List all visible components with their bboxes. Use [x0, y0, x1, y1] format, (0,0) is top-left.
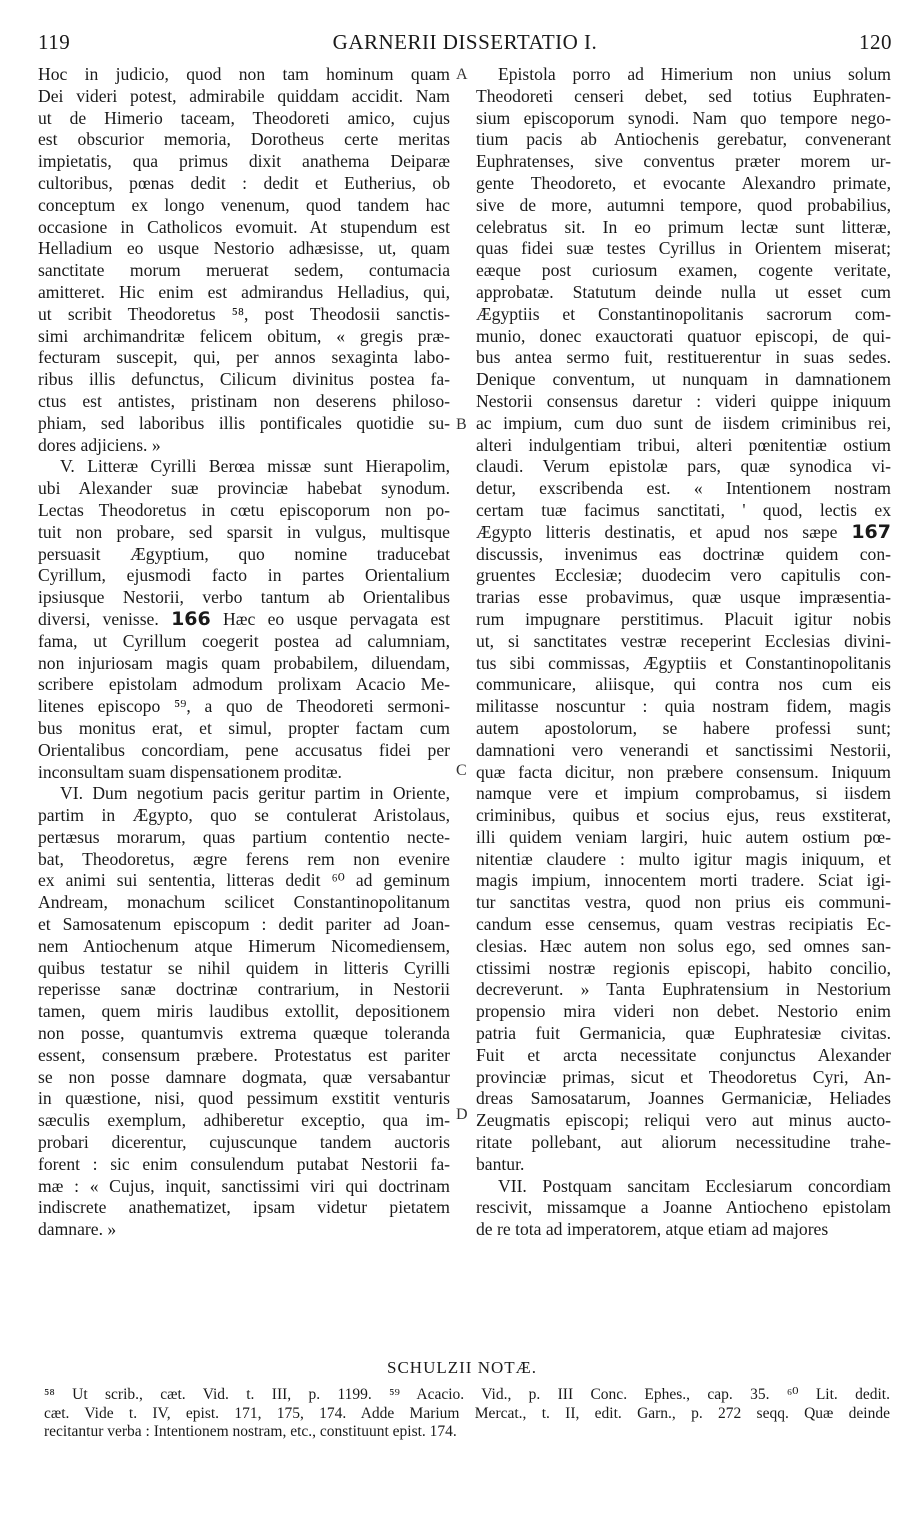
- margin-letter-c: C: [456, 762, 467, 779]
- margin-letter-a: A: [456, 66, 468, 83]
- text-line: reperisse sanæ doctrinæ contrarium, in Nestorii: [38, 979, 450, 1000]
- text-line: amitteret. Hic enim est admirandus Helladius, qui,: [38, 281, 450, 302]
- text-line: probari dicerentur, cujuscunque tandem auctoris: [38, 1132, 450, 1153]
- text-line: Cyrillum, ejusmodi facto in partes Orientalium: [38, 565, 450, 586]
- text-line: nitentiæ claudere : multo igitur magis iniquum, et: [476, 848, 891, 869]
- text-line: est obscurior memoria, Dorotheus certe meritas: [38, 129, 450, 150]
- text-line: forent : sic enim consulendum putabat Nestorii fa-: [38, 1153, 450, 1174]
- text-line: autem apostolorum, se habere professi sunt;: [476, 717, 891, 738]
- text-line: bat, Theodoretus, ægre ferens rem non evenire: [38, 848, 450, 869]
- text-line: sanctitate morum meruerat sedem, contumacia: [38, 260, 450, 281]
- text-line: essent, consensum præbere. Protestatus est pariter: [38, 1044, 450, 1065]
- text-line: clesias. Hæc autem non solus ego, sed omnes san-: [476, 935, 891, 956]
- footnote-line: ⁵⁸ Ut scrib., cæt. Vid. t. III, p. 1199. ⁵⁹ Acacio. Vid., p. III Conc. Ephes., cap. 35. ⁶⁰ Lit. dedit.: [44, 1386, 890, 1403]
- text-line: ctissimi nostræ regionis episcopi, habito concilio,: [476, 957, 891, 978]
- text-line: fecturam suscepit, qui, per annos sexaginta labo-: [38, 347, 450, 368]
- text-line: tamen, quem miris laudibus extollit, depositionem: [38, 1001, 450, 1022]
- text-line: Hoc in judicio, quod non tam hominum quam: [38, 64, 450, 84]
- text-line: militasse noscuntur : quia nostram fidem, magis: [476, 696, 891, 717]
- page-number-right: 120: [859, 30, 892, 54]
- text-line: decreverunt. » Tanta Euphratensium in Nestorium: [476, 979, 891, 1000]
- text-line: tus sibi commissas, Ægyptiis et Constantinopolitanis: [476, 652, 891, 673]
- text-line: bus monitus erat, et simul, propter factam cum: [38, 717, 450, 738]
- text-line: [38, 609, 450, 631]
- left-column: [38, 64, 450, 1241]
- text-line: et Samosatenum episcopum : dedit pariter ad Joan-: [38, 914, 450, 935]
- text-line: dreas Samosatarum, Joannes Germaniciæ, Heliades: [476, 1088, 891, 1109]
- text-line: fama, ut Cyrillum coegerit postea ad calumniam,: [38, 630, 450, 651]
- text-line: pertæsus morarum, quas partium contentio necte-: [38, 826, 450, 847]
- text-line: VII. Postquam sancitam Ecclesiarum concordiam: [498, 1175, 891, 1196]
- page-marker-166: 166: [171, 608, 211, 630]
- text-line: sæculis exemplum, adhiberetur exceptio, qua im-: [38, 1110, 450, 1131]
- text-line: criminibus, quibus et socius ejus, reus exstiterat,: [476, 805, 891, 826]
- text-line: Theodoreti censeri debet, sed totius Euphraten-: [476, 85, 891, 106]
- text-line: Ægyptiis et Constantinopolitanis sacrorum com-: [476, 303, 891, 324]
- text-line: alteri indulgentiam tribui, alteri pœnitentiæ ostium: [476, 434, 891, 455]
- text-line: rescivit, missamque a Joanne Antiocheno epistolam: [476, 1197, 891, 1218]
- text-span: diversi, venisse.: [38, 608, 159, 629]
- footnote-line: cæt. Vide t. IV, epist. 171, 175, 174. Adde Marium Mercat., t. II, edit. Garn., p. 272 seqq. Quæ deinde: [44, 1404, 890, 1422]
- text-line: detur, exscribenda est. « Intentionem nostram: [476, 478, 891, 499]
- text-line: Helladium eo usque Nestorio adhæsisse, ut, quam: [38, 238, 450, 259]
- text-line: sium episcoporum synodi. Nam quo tempore nego-: [476, 107, 891, 128]
- text-line: se non posse damnare dogmata, quæ versabantur: [38, 1066, 450, 1087]
- text-line: magis impium, innocentem morti tradere. Sciat igi-: [476, 870, 891, 891]
- text-line: quas fidei suæ testes Cyrillus in Orientem miserat;: [476, 238, 891, 259]
- text-line: mæ : « Cujus, inquit, sanctissimi viri qui doctrinam: [38, 1175, 450, 1196]
- text-line: ac impium, cum duo sunt de iisdem criminibus rei,: [476, 412, 891, 433]
- text-line: rum impugnare perstitimus. Placuit igitur nobis: [476, 608, 891, 629]
- text-line: bus antea sermo fuit, restituerentur in suas sedes.: [476, 347, 891, 368]
- text-line: conceptum ex longo venenum, quod tandem hac: [38, 194, 450, 215]
- text-line: de re tota ad imperatorem, atque etiam ad majores: [476, 1219, 829, 1240]
- text-line: Nestorii consensus daretur : videri quippe iniquum: [476, 390, 891, 411]
- text-line: patria fuit Germanicia, quæ Euphratesiæ civitas.: [476, 1023, 891, 1044]
- text-line: indiscrete anathematizet, ipsam videtur pietatem: [38, 1197, 450, 1218]
- text-line: quibus testatur se nihil quidem in litteris Cyrilli: [38, 957, 450, 978]
- text-line: Andream, monachum scilicet Constantinopolitanum: [38, 892, 450, 913]
- margin-letter-b: B: [456, 416, 467, 433]
- text-line: ut scribit Theodoretus ⁵⁸, post Theodosii sanctis-: [38, 303, 450, 324]
- text-line: in quæstione, nisi, quod pessimum exstitit venturis: [38, 1088, 450, 1109]
- text-line: ribus illis defunctus, Cilicum divinitus postea fa-: [38, 369, 450, 390]
- text-line: claudi. Verum epistolæ pars, quæ synodica vi-: [476, 456, 891, 477]
- text-line: celebratus sit. In eo primum lectæ sunt litteræ,: [476, 216, 891, 237]
- text-line: quæ facta dicitur, non præbere consensum. Iniquum: [476, 761, 891, 782]
- page-number-left: 119: [38, 30, 71, 54]
- text-line: ctus est antistes, pristinam non deserens philoso-: [38, 390, 450, 411]
- text-line: candum esse censemus, quam vestras recipiatis Ec-: [476, 914, 891, 935]
- text-line: Fuit et arcta necessitate conjunctus Alexander: [476, 1044, 891, 1065]
- right-column: [476, 64, 891, 1241]
- text-line: tium pacis ab Antiochenis gerebatur, convenerant: [476, 129, 891, 150]
- text-line: Denique conventum, ut nunquam in damnationem: [476, 369, 891, 390]
- text-line: scribere epistolam admodum prolixam Acacio Me-: [38, 674, 450, 695]
- text-line: discussis, invenimus eas doctrinæ quidem con-: [476, 543, 891, 564]
- text-line: persuasit Ægyptium, quo nomine traducebat: [38, 543, 450, 564]
- text-line: impietatis, qua primus dixit anathema Deiparæ: [38, 151, 450, 172]
- running-head: [38, 30, 892, 60]
- text-line: ex animi sui sententia, litteras dedit ⁶⁰ ad geminum: [38, 870, 450, 891]
- text-line: ut de Himerio taceam, Theodoreti amico, cujus: [38, 107, 450, 128]
- text-line: ipsiusque Nestorii, verbo tantum ab Orientalibus: [38, 587, 450, 608]
- page-marker-167: 167: [851, 521, 891, 543]
- text-line: provinciæ primas, sicut et Theodoretus Cyri, An-: [476, 1066, 891, 1087]
- text-line: certam tuæ facimus sanctitati, ' quod, lectis ex: [476, 499, 891, 520]
- notes-title: SCHULZII NOTÆ.: [387, 1358, 537, 1377]
- text-line: ubi Alexander suæ provinciæ habebat synodum.: [38, 478, 450, 499]
- text-line: approbatæ. Statutum deinde nulla ut esset cum: [476, 281, 891, 302]
- text-line: inconsultam suam dispensationem proditæ.: [38, 761, 342, 782]
- text-line: ut, si sanctitates vestræ receperint Ecclesias divini-: [476, 630, 891, 651]
- text-line: gruentes Ecclesiæ; duodecim vero capitulis con-: [476, 565, 891, 586]
- text-line: gente Theodoreto, et evocante Alexandro primate,: [476, 172, 891, 193]
- text-line: VI. Dum negotium pacis geritur partim in Oriente,: [60, 783, 450, 804]
- text-line: Euphratenses, sive conventus præter morem ur-: [476, 151, 891, 172]
- text-line: propensio mira videri non debet. Nestorio enim: [476, 1001, 891, 1022]
- footnotes: [44, 1386, 890, 1442]
- text-line: sive de more, autumni tempore, quod probabilius,: [476, 194, 891, 215]
- text-line: communicare, aliisque, qui contra nos cum eis: [476, 674, 891, 695]
- text-line: ritate pollebant, aut aliorum necessitudine trahe-: [476, 1132, 891, 1153]
- running-title: GARNERII DISSERTATIO I.: [332, 30, 598, 54]
- text-line: non posse, quantumvis extrema quæque toleranda: [38, 1023, 450, 1044]
- text-line: occasione in Catholicos evomuit. At stupendum est: [38, 216, 450, 237]
- text-line: non injuriosam magis quam probabilem, diluendam,: [38, 652, 450, 673]
- text-span: Ægypto litteris destinatis, et apud nos sæpe: [476, 521, 838, 542]
- text-line: dores adjiciens. »: [38, 434, 161, 455]
- text-line: bantur.: [476, 1153, 525, 1174]
- text-line: nem Antiochenum atque Himerum Nicomediensem,: [38, 935, 450, 956]
- text-line: litenes episcopo ⁵⁹, a quo de Theodoreti sermoni-: [38, 696, 450, 717]
- text-line: damnationi vero venerandi et sanctissimi Nestorii,: [476, 739, 891, 760]
- text-line: tur sanctitas vestra, quod non prius eis communi-: [476, 892, 891, 913]
- text-line: illi quidem veniam largiri, huic autem ostium pœ-: [476, 826, 891, 847]
- text-line: Lectas Theodoretus in cœtu episcoporum non po-: [38, 499, 450, 520]
- text-line: V. Litteræ Cyrilli Berœa missæ sunt Hierapolim,: [60, 456, 450, 477]
- text-span: Hæc eo usque pervagata est: [223, 608, 450, 629]
- text-line: eæque post curiosum examen, cogente veritate,: [476, 260, 891, 281]
- text-line: Zeugmatis episcopi; reliqui vero aut minus aucto-: [476, 1110, 891, 1131]
- margin-letter-d: D: [456, 1106, 468, 1123]
- text-line: phiam, sed laboribus illis pontificales quotidie su-: [38, 412, 450, 433]
- text-line: cultoribus, pœnas dedit : dedit et Eutherius, ob: [38, 172, 450, 193]
- text-line: simi archimandritæ felicem obitum, « gregis præ-: [38, 325, 450, 346]
- text-line: tuit non probare, sed sparsit in vulgus, multisque: [38, 521, 450, 542]
- text-line: namque vere et impium comprobamus, si iisdem: [476, 783, 891, 804]
- text-line: [476, 522, 891, 544]
- text-line: Epistola porro ad Himerium non unius solum: [498, 64, 891, 84]
- text-line: trarias esse probavimus, quæ usque impræsentia-: [476, 587, 891, 608]
- text-line: munio, donec exauctorati quatuor episcopi, de qui-: [476, 325, 891, 346]
- footnote-line: recitantur verba : Intentionem nostram, etc., constituunt epist. 174.: [44, 1423, 457, 1440]
- text-line: partim in Ægypto, quo se contulerat Aristolaus,: [38, 805, 450, 826]
- text-line: Dei videri potest, admirabile quiddam accidit. Nam: [38, 85, 450, 106]
- text-line: damnare. »: [38, 1219, 117, 1240]
- text-line: Orientalibus concordiam, pene accusatus fidei per: [38, 739, 450, 760]
